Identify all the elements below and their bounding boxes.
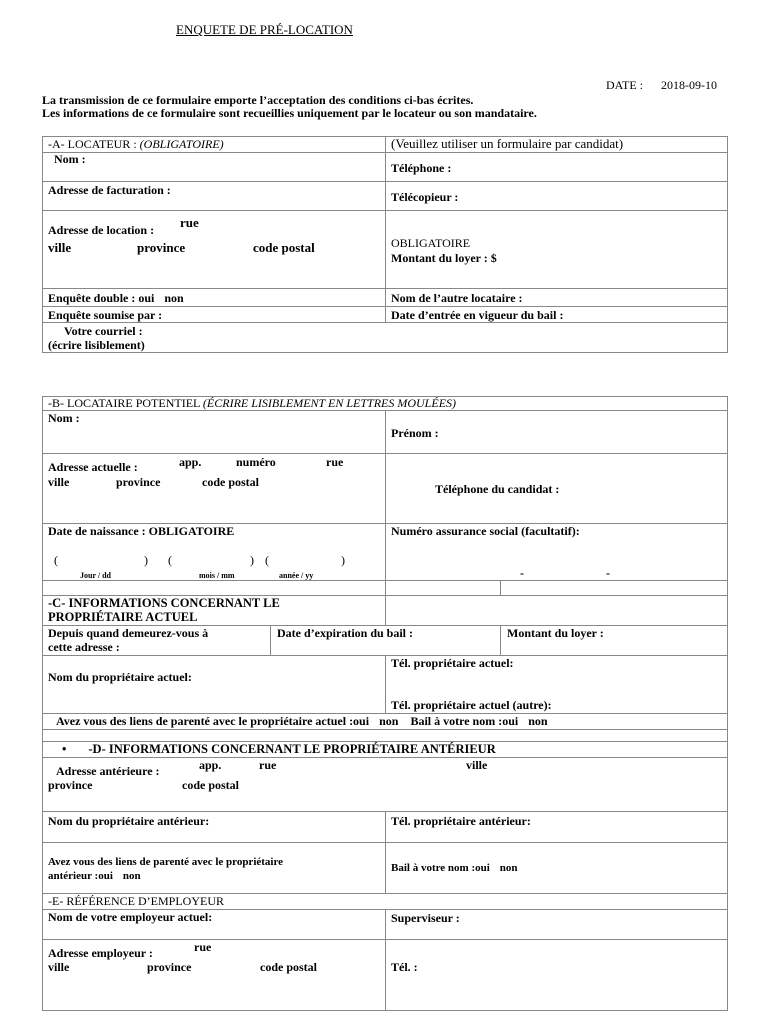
tel-proprietaire-anterieur-label: Tél. propriétaire antérieur:: [391, 814, 531, 828]
liens-parente-anterieur-label-1: Avez vous des liens de parenté avec le propriétaire: [48, 856, 284, 868]
obligatoire-label: OBLIGATOIRE: [391, 236, 471, 250]
locataire-nom-label: Nom :: [48, 411, 80, 425]
section-c-heading-1: -C- INFORMATIONS CONCERNANT LE: [48, 596, 280, 610]
date-naissance-label: Date de naissance : OBLIGATOIRE: [48, 524, 235, 538]
annee-hint: année / yy: [279, 571, 314, 580]
actuelle-code-postal-label: code postal: [202, 475, 259, 489]
date-value: 2018-09-10: [661, 78, 717, 92]
date-label: DATE :: [606, 78, 643, 92]
enquete-soumise-label: Enquête soumise par :: [48, 308, 163, 322]
section-e-heading: -E- RÉFÉRENCE D’EMPLOYEUR: [48, 894, 224, 908]
actuelle-province-label: province: [116, 475, 161, 489]
adresse-employeur-label: Adresse employeur :: [48, 946, 153, 960]
location-code-postal-label: code postal: [253, 240, 315, 255]
location-rue-label: rue: [180, 215, 199, 230]
date-entree-bail-label: Date d’entrée en vigueur du bail :: [391, 308, 564, 322]
enquete-double-label: Enquête double : oui non: [48, 291, 184, 305]
section-a-note: (Veuillez utiliser un formulaire par candidat): [391, 136, 624, 151]
notice-line-1: La transmission de ce formulaire emporte l’acceptation des conditions ci-bas écrites.: [42, 93, 474, 107]
nom-proprietaire-anterieur-label: Nom du propriétaire antérieur:: [48, 814, 210, 828]
actuelle-rue-label: rue: [326, 455, 344, 469]
anterieure-code-postal-label: code postal: [182, 778, 239, 792]
jour-paren-open: (: [54, 553, 58, 567]
notice-line-2: Les informations de ce formulaire sont recueillies uniquement par le locateur ou son mandataire.: [42, 106, 537, 120]
jour-hint: Jour / dd: [80, 571, 111, 580]
section-b-heading: -B- LOCATAIRE POTENTIEL (ÉCRIRE LISIBLEMENT EN LETTRES MOULÉES): [48, 396, 457, 410]
mois-paren-open: (: [168, 553, 172, 567]
employeur-rue-label: rue: [194, 940, 212, 954]
adresse-location-label: Adresse de location :: [48, 223, 155, 237]
employeur-ville-label: ville: [48, 960, 70, 974]
depuis-quand-label-1: Depuis quand demeurez-vous à: [48, 626, 209, 640]
telephone-candidat-label: Téléphone du candidat :: [435, 482, 560, 496]
courriel-label: Votre courriel :: [64, 324, 143, 338]
actuel-montant-loyer-label: Montant du loyer :: [507, 626, 604, 640]
mois-hint: mois / mm: [199, 571, 235, 580]
annee-paren-open: (: [265, 553, 269, 567]
location-ville-label: ville: [48, 240, 72, 255]
tel-proprietaire-actuel-label: Tél. propriétaire actuel:: [391, 656, 514, 670]
liens-parente-actuel-label: Avez vous des liens de parenté avec le propriétaire actuel :oui non Bail à votre nom :oui non: [56, 714, 548, 728]
superviseur-label: Superviseur :: [391, 911, 460, 925]
locataire-prenom-label: Prénom :: [391, 426, 439, 440]
section-d-heading: • -D- INFORMATIONS CONCERNANT LE PROPRIÉTAIRE ANTÉRIEUR: [62, 742, 496, 756]
telecopieur-label: Télécopieur :: [391, 190, 459, 204]
adresse-actuelle-label: Adresse actuelle :: [48, 460, 138, 474]
anterieure-province-label: province: [48, 778, 93, 792]
annee-paren-close: ): [341, 553, 345, 567]
employeur-code-postal-label: code postal: [260, 960, 317, 974]
actuelle-numero-label: numéro: [236, 455, 276, 469]
nas-dash-2: -: [606, 566, 610, 580]
nas-label: Numéro assurance social (facultatif):: [391, 524, 580, 538]
actuelle-ville-label: ville: [48, 475, 70, 489]
section-a-heading: -A- LOCATEUR : (OBLIGATOIRE): [48, 137, 224, 151]
depuis-quand-label-2: cette adresse :: [48, 640, 120, 654]
liens-parente-anterieur-label-2: antérieur :oui non: [48, 870, 141, 882]
anterieure-rue-label: rue: [259, 758, 277, 772]
nom-employeur-label: Nom de votre employeur actuel:: [48, 910, 213, 924]
date-expiration-bail-label: Date d’expiration du bail :: [277, 626, 414, 640]
employeur-tel-label: Tél. :: [391, 960, 418, 974]
location-province-label: province: [137, 240, 186, 255]
mois-paren-close: ): [250, 553, 254, 567]
anterieure-ville-label: ville: [466, 758, 488, 772]
bail-nom-anterieur-label: Bail à votre nom :oui non: [391, 862, 518, 874]
locateur-telephone-label: Téléphone :: [391, 161, 452, 175]
courriel-note: (écrire lisiblement): [48, 338, 145, 352]
employeur-province-label: province: [147, 960, 192, 974]
adresse-facturation-label: Adresse de facturation :: [48, 183, 171, 197]
locateur-nom-label: Nom :: [54, 152, 86, 166]
nom-proprietaire-actuel-label: Nom du propriétaire actuel:: [48, 670, 192, 684]
anterieure-app-label: app.: [199, 758, 222, 772]
actuelle-app-label: app.: [179, 455, 202, 469]
montant-loyer-label: Montant du loyer : $: [391, 251, 497, 265]
tel-proprietaire-actuel-autre-label: Tél. propriétaire actuel (autre):: [391, 698, 552, 712]
jour-paren-close: ): [144, 553, 148, 567]
nas-dash-1: -: [520, 566, 524, 580]
form-title: ENQUETE DE PRÉ-LOCATION: [176, 22, 353, 37]
adresse-anterieure-label: Adresse antérieure :: [56, 764, 160, 778]
section-c-heading-2: PROPRIÉTAIRE ACTUEL: [48, 610, 198, 624]
nom-autre-locataire-label: Nom de l’autre locataire :: [391, 291, 523, 305]
